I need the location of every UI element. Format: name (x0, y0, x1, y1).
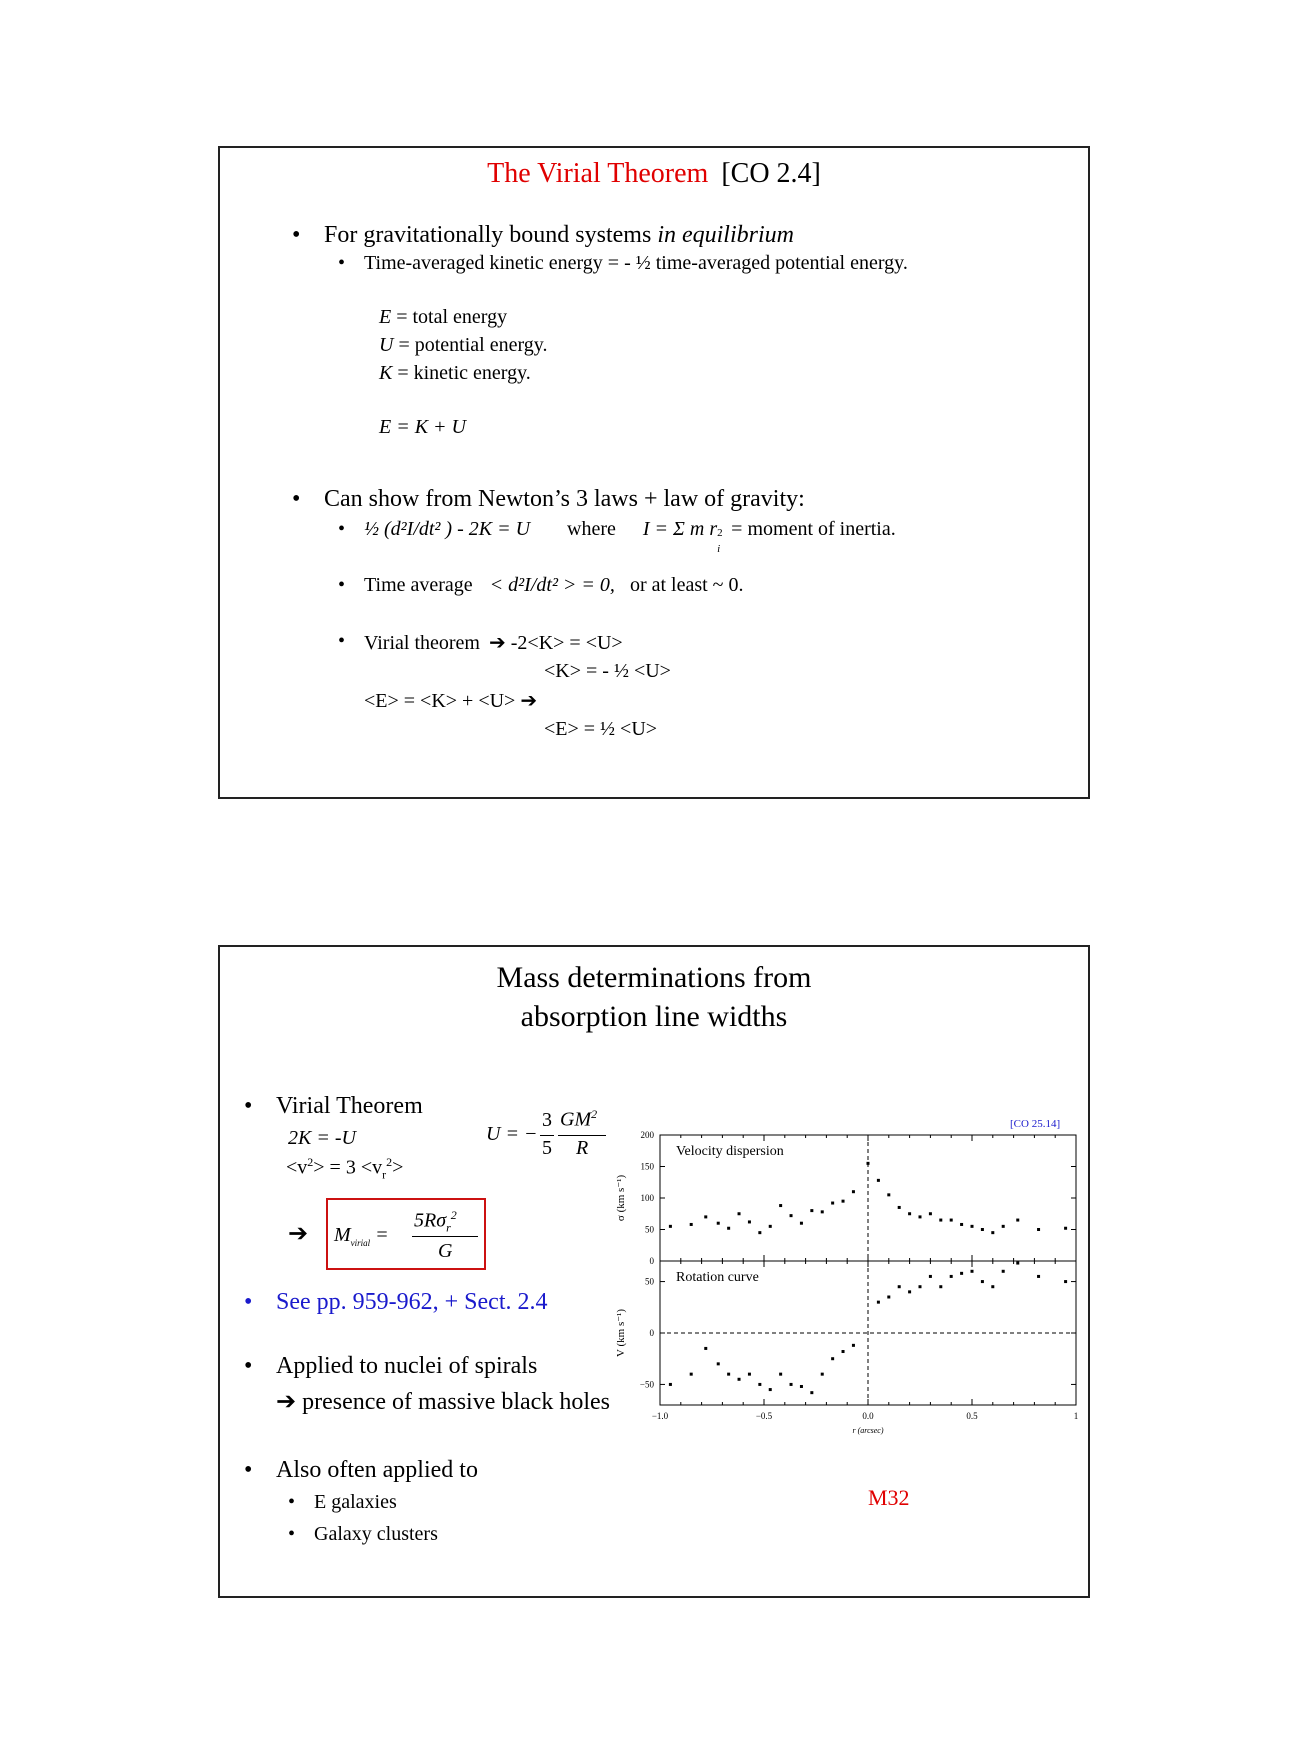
bullet-icon: • (338, 630, 346, 652)
data-point-1-13 (821, 1373, 824, 1376)
data-point-1-27 (981, 1280, 984, 1283)
s2-sub-egal: E galaxies (314, 1491, 397, 1513)
data-point-1-17 (877, 1301, 880, 1304)
y-tick-label-0-1: 50 (645, 1224, 654, 1235)
data-point-0-18 (877, 1179, 880, 1182)
data-point-1-5 (738, 1378, 741, 1381)
data-point-0-9 (779, 1204, 782, 1207)
s1-b2: Can show from Newton’s 3 laws + law of gravity: (324, 486, 805, 512)
s2-m-num-sub: r (446, 1220, 451, 1235)
s2-eq2b: > = 3 <v (313, 1156, 383, 1179)
data-point-1-28 (991, 1285, 994, 1288)
arrow-right-icon: ➔ (488, 632, 506, 654)
s1-def-u-text: = potential energy. (393, 334, 548, 356)
data-point-0-5 (738, 1212, 741, 1215)
data-point-1-12 (810, 1391, 813, 1394)
data-point-1-10 (790, 1383, 793, 1386)
s2-m-eq: = (370, 1224, 389, 1246)
s1-b2-2-text: Time average (364, 574, 473, 596)
s1-def-e (379, 306, 507, 329)
s2-m-lhs-text: M (334, 1224, 351, 1246)
data-point-1-14 (831, 1357, 834, 1360)
x-tick-label-0: −1.0 (651, 1411, 669, 1421)
data-point-1-24 (950, 1275, 953, 1278)
data-point-1-4 (727, 1373, 730, 1376)
data-point-1-6 (748, 1373, 751, 1376)
s2-also: Also often applied to (276, 1457, 478, 1483)
s1-line-ekpu (364, 688, 537, 713)
s1-b2-1-eq: ½ (d²I/dt² ) - 2K = U (364, 518, 531, 540)
s2-see-ref-link[interactable]: See pp. 959-962, + Sect. 2.4 (276, 1289, 548, 1315)
s2-u-frac-bar2 (558, 1135, 606, 1136)
data-point-1-25 (960, 1272, 963, 1275)
data-point-1-0 (669, 1383, 672, 1386)
s1-line-ekpu-text: <E> = <K> + <U> (364, 690, 521, 712)
data-point-0-31 (1016, 1219, 1019, 1222)
s2-m-frac-bar (412, 1236, 478, 1237)
data-point-0-33 (1064, 1227, 1067, 1230)
data-point-1-32 (1064, 1280, 1067, 1283)
s1-b2-2-tail: or at least ~ 0. (629, 574, 744, 596)
data-point-0-20 (898, 1206, 901, 1209)
s2-eq2 (286, 1155, 403, 1183)
slide-virial-theorem (218, 146, 1090, 799)
data-point-0-29 (991, 1231, 994, 1234)
s1-def-e-text: = total energy (391, 306, 508, 328)
data-point-1-16 (852, 1344, 855, 1347)
data-point-0-23 (929, 1212, 932, 1215)
s1-sym-u: U (379, 334, 394, 356)
y-tick-label-1-1: 0 (649, 1328, 654, 1338)
s1-line-ehalfu: <E> = ½ <U> (544, 718, 658, 740)
s2-eq2-sup1: 2 (307, 1155, 314, 1169)
bullet-icon: • (292, 486, 301, 512)
bullet-icon: • (244, 1457, 253, 1483)
s2-eq2c: > (392, 1156, 404, 1179)
s2-u-gm-text: GM (560, 1108, 592, 1131)
y-tick-label-1-0: −50 (639, 1379, 654, 1390)
x-tick-label-3: 0.5 (966, 1411, 978, 1421)
s1-b2-3 (364, 630, 623, 655)
data-point-1-29 (1002, 1270, 1005, 1273)
data-point-0-30 (1002, 1225, 1005, 1228)
data-point-0-17 (867, 1162, 870, 1165)
s2-eq2-sub: r (382, 1167, 387, 1182)
s2-u-lhs: U = − (486, 1123, 538, 1145)
s2-sub-clusters: Galaxy clusters (314, 1523, 438, 1545)
s2-u-gm-sup: 2 (591, 1107, 598, 1121)
data-point-0-3 (717, 1222, 720, 1225)
data-point-1-21 (919, 1285, 922, 1288)
x-axis-label: r (arcsec) (852, 1426, 884, 1435)
arrow-right-icon: ➔ (520, 690, 538, 712)
s1-def-k-text: = kinetic energy. (392, 362, 531, 384)
data-point-1-15 (842, 1350, 845, 1353)
panel-ylabel-1: V (km s⁻¹) (615, 1308, 627, 1358)
s1-sym-k: K (379, 362, 393, 384)
s2-eq2a: <v (286, 1156, 308, 1179)
s1-bullet-equilibrium (324, 222, 794, 249)
s1-b2-2-eq: < d²I/dt² > = 0, (489, 574, 615, 596)
s2-m-sub: virial (350, 1238, 371, 1248)
fig-caption: M32 (868, 1485, 910, 1510)
data-point-0-4 (727, 1227, 730, 1230)
s2-applied: Applied to nuclei of spirals (276, 1353, 538, 1379)
s1-b2-1-ieq: I = Σ m r (642, 518, 718, 540)
y-tick-label-0-4: 200 (640, 1130, 654, 1140)
s1-b2-3-eq: -2<K> = <U> (505, 632, 623, 654)
data-point-1-7 (758, 1383, 761, 1386)
data-point-1-26 (971, 1270, 974, 1273)
data-point-0-0 (669, 1225, 672, 1228)
data-point-0-26 (960, 1223, 963, 1226)
s1-def-u (379, 334, 547, 357)
s2-u-gm (560, 1107, 597, 1132)
fig-ref-label: [CO 25.14] (1010, 1118, 1061, 1130)
slide1-title-ref: [CO 2.4] (721, 158, 821, 189)
data-point-0-32 (1037, 1228, 1040, 1231)
s1-b2-1-where: where (567, 518, 616, 540)
data-point-0-24 (939, 1219, 942, 1222)
panel-ylabel-0: σ (km s⁻¹) (615, 1174, 627, 1222)
data-point-1-31 (1037, 1275, 1040, 1278)
s1-b1-text: For gravitationally bound systems (324, 222, 652, 248)
s1-line-kmhalfu: <K> = - ½ <U> (544, 660, 671, 682)
s1-b2-2 (364, 574, 744, 597)
slide1-title (220, 158, 1088, 190)
y-tick-label-0-2: 100 (640, 1193, 654, 1203)
s1-b2-3-text: Virial theorem (364, 632, 480, 654)
data-point-1-3 (717, 1362, 720, 1365)
data-point-0-14 (831, 1202, 834, 1205)
s1-eq-eku: E = K + U (379, 416, 466, 438)
bullet-icon: • (338, 518, 346, 540)
s2-m-num (414, 1208, 457, 1236)
slide-mass-determinations (218, 945, 1090, 1598)
data-point-0-7 (758, 1231, 761, 1234)
y-tick-label-0-0: 0 (649, 1256, 654, 1266)
s2-m-den: G (438, 1240, 453, 1262)
data-point-0-21 (908, 1212, 911, 1215)
bullet-icon: • (288, 1491, 296, 1513)
data-point-1-2 (704, 1347, 707, 1350)
data-point-0-12 (810, 1209, 813, 1212)
data-point-0-22 (919, 1215, 922, 1218)
y-tick-label-0-3: 150 (640, 1161, 654, 1172)
slide1-title-main: The Virial Theorem (487, 158, 709, 189)
s2-eq1: 2K = -U (288, 1127, 356, 1149)
s2-b1: Virial Theorem (276, 1093, 423, 1119)
m-virial-formula-box (326, 1198, 486, 1270)
arrow-right-icon: ➔ (276, 1389, 297, 1415)
data-point-1-19 (898, 1285, 901, 1288)
data-point-0-6 (748, 1220, 751, 1223)
data-point-0-8 (769, 1225, 772, 1228)
y-tick-label-1-2: 50 (645, 1276, 654, 1287)
s2-u-frac-bar1 (540, 1135, 554, 1136)
data-point-1-30 (1016, 1262, 1019, 1265)
s1-sym-e: E (379, 306, 392, 328)
bullet-icon: • (244, 1093, 253, 1119)
data-point-0-13 (821, 1210, 824, 1213)
s2-eq2-sup2: 2 (386, 1155, 393, 1169)
data-point-0-2 (704, 1215, 707, 1218)
data-point-1-22 (929, 1275, 932, 1278)
arrow-right-icon: ➔ (288, 1221, 309, 1247)
x-tick-label-4: 1 (1073, 1411, 1079, 1421)
data-point-1-8 (769, 1388, 772, 1391)
panel-title-0: Velocity dispersion (676, 1144, 784, 1159)
data-point-0-19 (887, 1193, 890, 1196)
data-point-0-15 (842, 1200, 845, 1203)
s2-u-den5: 5 (542, 1137, 552, 1159)
data-point-1-23 (939, 1285, 942, 1288)
data-point-0-10 (790, 1214, 793, 1217)
s2-m-lhs (334, 1224, 389, 1248)
data-point-1-11 (800, 1385, 803, 1388)
bullet-icon: • (338, 574, 346, 596)
s2-presence (276, 1387, 610, 1416)
s1-b1-1: Time-averaged kinetic energy = - ½ time-averaged potential energy. (364, 252, 908, 274)
data-point-0-28 (981, 1228, 984, 1231)
s2-presence-text: presence of massive black holes (302, 1389, 610, 1415)
m32-kinematics-figure (606, 1107, 1086, 1477)
slide2-title-line2: absorption line widths (520, 1000, 788, 1033)
panel-title-1: Rotation curve (676, 1270, 759, 1285)
s2-u-num3: 3 (542, 1109, 552, 1131)
x-tick-label-2: 0.0 (862, 1411, 874, 1421)
s1-b1-em: in equilibrium (657, 222, 794, 248)
data-point-0-27 (971, 1225, 974, 1228)
bullet-icon: • (338, 252, 346, 274)
s2-m-num-sup: 2 (450, 1208, 457, 1222)
data-point-0-1 (690, 1223, 693, 1226)
slide2-title-line1: Mass determinations from (496, 961, 812, 994)
bullet-icon: • (292, 222, 301, 248)
data-point-0-11 (800, 1222, 803, 1225)
data-point-0-25 (950, 1219, 953, 1222)
data-point-1-1 (690, 1373, 693, 1376)
s2-u-r: R (576, 1137, 589, 1159)
s1-def-k (379, 362, 531, 385)
bullet-icon: • (288, 1523, 296, 1545)
s1-b2-1-tail: = moment of inertia. (726, 518, 896, 540)
data-point-1-18 (887, 1296, 890, 1299)
data-point-0-16 (852, 1190, 855, 1193)
data-point-1-9 (779, 1373, 782, 1376)
s2-m-num-text: 5Rσ (414, 1209, 447, 1232)
data-point-1-20 (908, 1290, 911, 1293)
bullet-icon: • (244, 1289, 253, 1315)
bullet-icon: • (244, 1353, 253, 1379)
x-tick-label-1: −0.5 (755, 1411, 773, 1421)
s1-b2-1: ½ (d²I/dt² ) - 2K = U where I = Σ m r 2 i = moment of inertia. (364, 518, 896, 555)
